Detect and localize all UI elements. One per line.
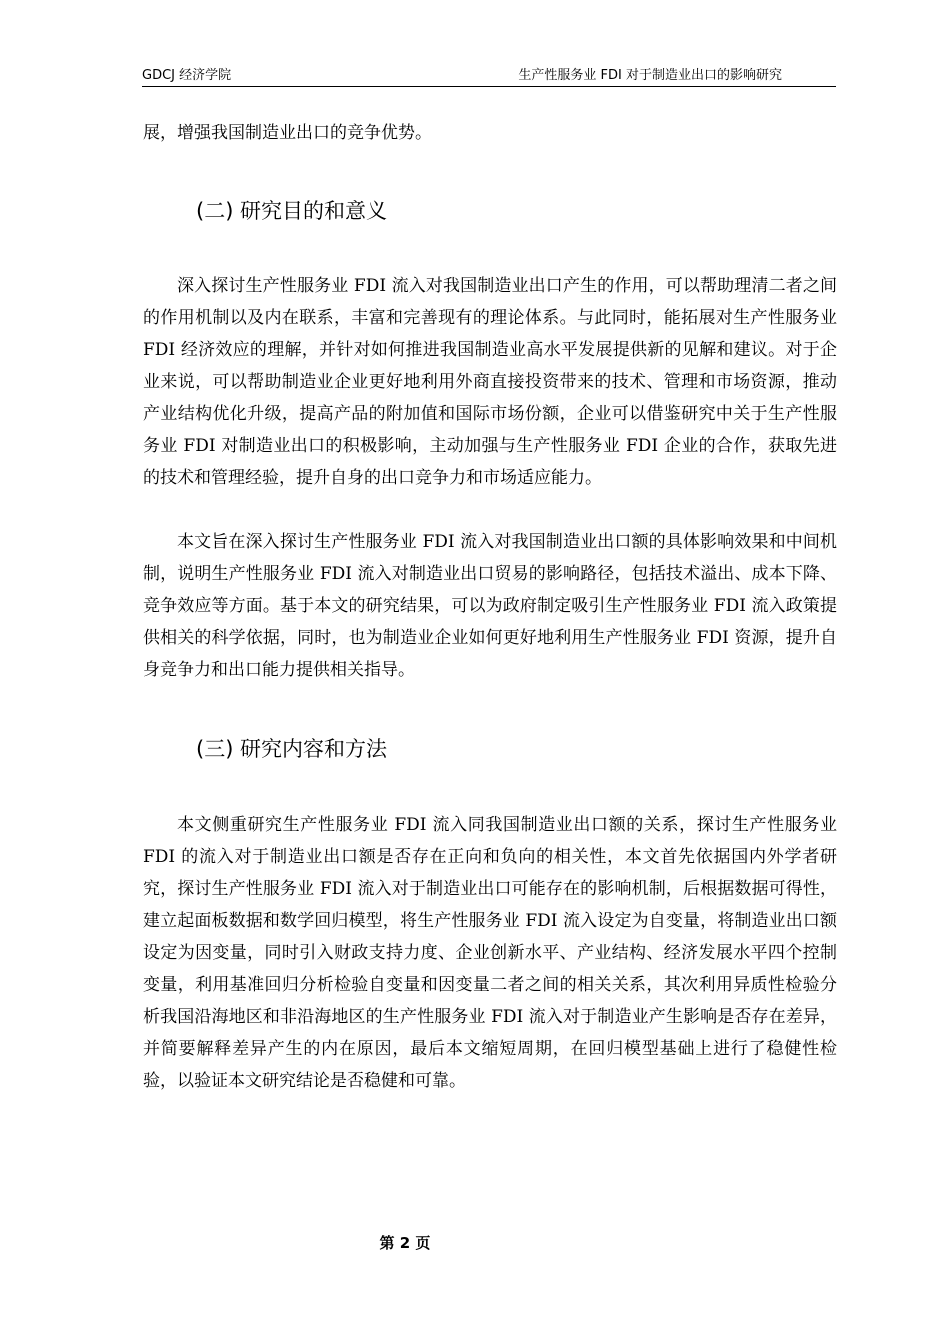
intro-continuation-paragraph: 展，增强我国制造业出口的竞争优势。 [143,123,432,143]
page-number: 第 2 页 [379,1234,431,1252]
header-paper-title: 生产性服务业 FDI 对于制造业出口的影响研究 [518,68,782,83]
header-institution: GDCJ 经济学院 [142,68,232,83]
section-heading-content-method: (三) 研究内容和方法 [196,737,388,761]
purpose-paragraph-1: 深入探讨生产性服务业 FDI 流入对我国制造业出口产生的作用，可以帮助理清二者之间的作用机制以及内在联系，丰富和完善现有的理论体系。与此同时，能拓展对生产性服务业 FDI 经济效应的理解，并针对如何推进我国制造业高水平发展提供新的见解和建议。对于企业来说，可以帮助制造业企业更好地利用外商直接投资带来的技术、管理和市场资源，推动产业结构优化升级，提高产品的附加值和国际市场份额，企业可以借鉴研究中关于生产性服务业 FDI 对制造业出口的积极影响，主动加强与生产性服务业 FDI 企业的合作，获取先进的技术和管理经验，提升自身的出口竞争力和市场适应能力。 [143,276,837,488]
page-header [142,66,836,87]
section-heading-purpose: (二) 研究目的和意义 [196,199,388,223]
purpose-paragraph-2: 本文旨在深入探讨生产性服务业 FDI 流入对我国制造业出口额的具体影响效果和中间机制，说明生产性服务业 FDI 流入对制造业出口贸易的影响路径，包括技术溢出、成本下降、竞争效应等方面。基于本文的研究结果，可以为政府制定吸引生产性服务业 FDI 流入政策提供相关的科学依据，同时，也为制造业企业如何更好地利用生产性服务业 FDI 资源，提升自身竞争力和出口能力提供相关指导。 [143,532,837,680]
content-method-paragraph-1: 本文侧重研究生产性服务业 FDI 流入同我国制造业出口额的关系，探讨生产性服务业 FDI 的流入对于制造业出口额是否存在正向和负向的相关性，本文首先依据国内外学者研究，探讨生产性服务业 FDI 流入对于制造业出口可能存在的影响机制，后根据数据可得性，建立起面板数据和数学回归模型，将生产性服务业 FDI 流入设定为自变量，将制造业出口额设定为因变量，同时引入财政支持力度、企业创新水平、产业结构、经济发展水平四个控制变量，利用基准回归分析检验自变量和因变量二者之间的相关关系，其次利用异质性检验分析我国沿海地区和非沿海地区的生产性服务业 FDI 流入对于制造业产生影响是否存在差异，并简要解释差异产生的内在原因，最后本文缩短周期，在回归模型基础上进行了稳健性检验，以验证本文研究结论是否稳健和可靠。 [143,815,837,1091]
